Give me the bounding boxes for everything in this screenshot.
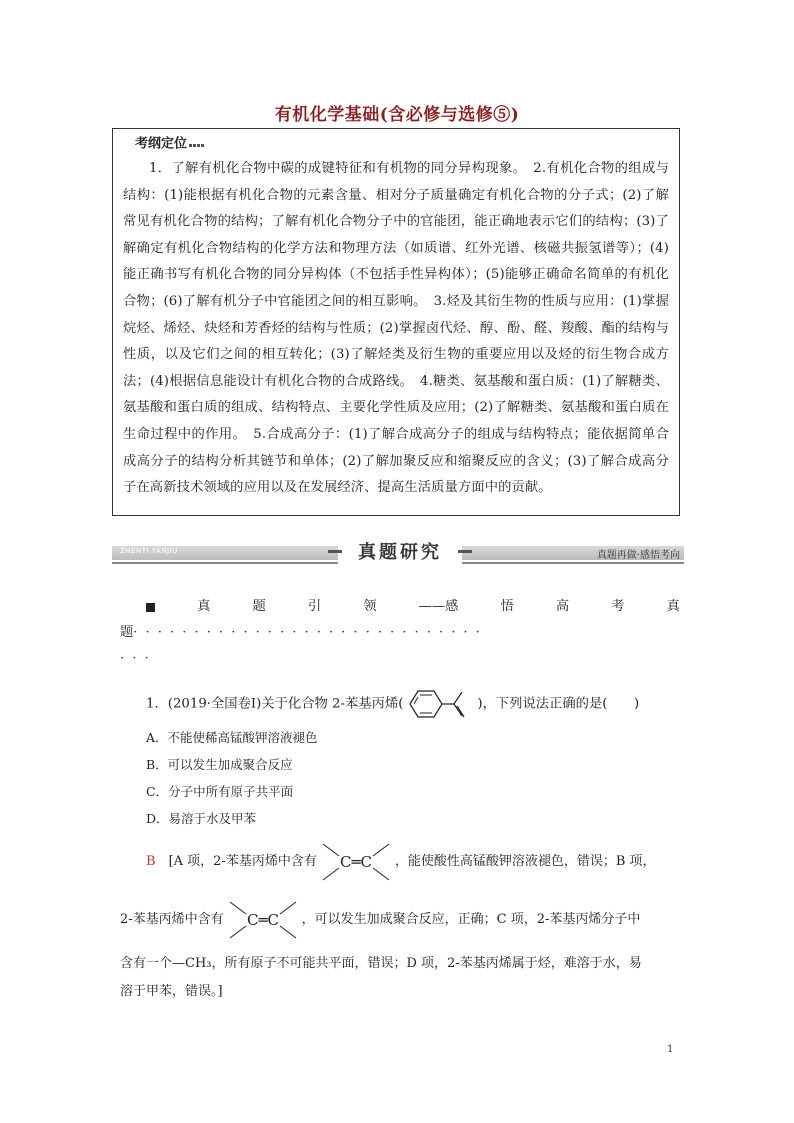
question-stem <box>146 688 639 720</box>
answer-text: ，能使酸性高锰酸钾溶液褪色，错误；B 项， <box>394 854 656 869</box>
heading-char: 考 <box>611 599 625 614</box>
banner-pinyin: ZHENTI YANJIU <box>120 547 178 555</box>
option-a: A．不能使稀高锰酸钾溶液褪色 <box>146 730 318 745</box>
question-prefix: 1．(2019·全国卷Ⅰ)关于化合物 2-苯基丙烯( <box>146 696 404 712</box>
answer-line-3: 含有一个—CH₃，所有原子不可能共平面，错误；D 项，2-苯基丙烯属于烃，难溶于水，易 <box>120 956 642 971</box>
syllabus-label <box>135 135 669 153</box>
option-c: C．分子中所有原子共平面 <box>146 784 294 799</box>
heading-char: 题 <box>252 599 266 614</box>
heading-char: 真 <box>197 599 211 614</box>
double-bond-structure-icon <box>319 840 393 884</box>
page-number: 1 <box>667 1044 674 1055</box>
heading-char: 题 <box>120 625 134 640</box>
answer-line-2 <box>120 910 640 930</box>
cc-label: C═C <box>246 910 279 929</box>
section-banner <box>112 542 684 566</box>
question-suffix: )，下列说法正确的是( ) <box>477 696 640 712</box>
answer-text: ，可以发生加成聚合反应，正确；C 项，2-苯基丙烯分子中 <box>301 912 641 927</box>
leader-dots: ····························· <box>133 625 488 640</box>
heading-char: ——感 <box>418 599 459 614</box>
double-bond-structure-icon <box>226 898 300 942</box>
section-heading-row3 <box>120 646 680 672</box>
square-bullet-icon <box>146 603 155 612</box>
heading-char: 引 <box>307 599 322 614</box>
answer-letter: B <box>146 854 156 869</box>
answer-line-4: 溶于甲苯，错误。] <box>120 984 223 999</box>
answer-line-1 <box>146 852 656 872</box>
syllabus-text: 1．了解有机化合物中碳的成键特征和有机物的同分异构现象。 2.有机化合物的组成与结构：(1)能根据有机化合物的元素含量、相对分子质量确定有机化合物的分子式；(2)了解常见有机化合物的结构；了解有机化合物分子中的官能团，能正确地表示它们的结构；(3)了解确定有机化合物结构的化学方法和物理方法（如质谱、红外光谱、核磁共振氢谱等）；(4)能正确书写有机化合物的同分异构体（不包括手性异构体）；(5)能够正确命名简单的有机化合物；(6)了解有机分子中官能团之间的相互影响。 3.烃及其衍生物的性质与应用：(1)掌握烷烃、烯烃、炔烃和芳香烃的结构与性质；(2)掌握卤代烃、醇、酚、醛、羧酸、酯的结构与性质，以及它们之间的相互转化；(3)了解烃类及衍生物的重要应用以及烃的衍生物合成方法；(4)根据信息能设计有机化合物的合成路线。 4.糖类、氨基酸和蛋白质：(1)了解糖类、氨基酸和蛋白质的组成、结构特点、主要化学性质及应用；(2)了解糖类、氨基酸和蛋白质在生命过程中的作用。 5.合成高分子：(1)了解合成高分子的组成与结构特点；能依据简单合成高分子的结构分析其链节和单体；(2)了解加聚反应和缩聚反应的含义；(3)了解合成高分子在高新技术领域的应用以及在发展经济、提高生活质量方面中的贡献。 <box>123 161 669 496</box>
option-b: B．可以发生加成聚合反应 <box>146 757 293 772</box>
heading-char: 领 <box>363 599 377 614</box>
cc-label: C═C <box>339 852 372 871</box>
leader-dots: ··· <box>120 651 157 666</box>
page-title: 有机化学基础(含必修与选修⑤) <box>274 105 520 125</box>
section-heading-row2 <box>120 620 680 646</box>
option-d: D．易溶于水及甲苯 <box>146 811 257 826</box>
answer-text: 2-苯基丙烯中含有 <box>120 912 224 927</box>
label-dots-icon <box>189 135 205 153</box>
answer-text: [A 项，2-苯基丙烯中含有 <box>168 854 317 869</box>
heading-char: 高 <box>555 599 570 614</box>
syllabus-label-text: 考纲定位 <box>135 136 188 152</box>
section-heading-row <box>120 594 680 620</box>
benzene-structure-icon <box>404 688 476 720</box>
section-heading <box>120 594 680 672</box>
banner-subtitle: 真题再做·感悟考向 <box>596 550 680 561</box>
heading-char: 真 <box>666 599 680 614</box>
syllabus-box <box>112 128 680 516</box>
heading-char: 悟 <box>500 599 514 614</box>
banner-title: 真题研究 <box>338 540 462 566</box>
